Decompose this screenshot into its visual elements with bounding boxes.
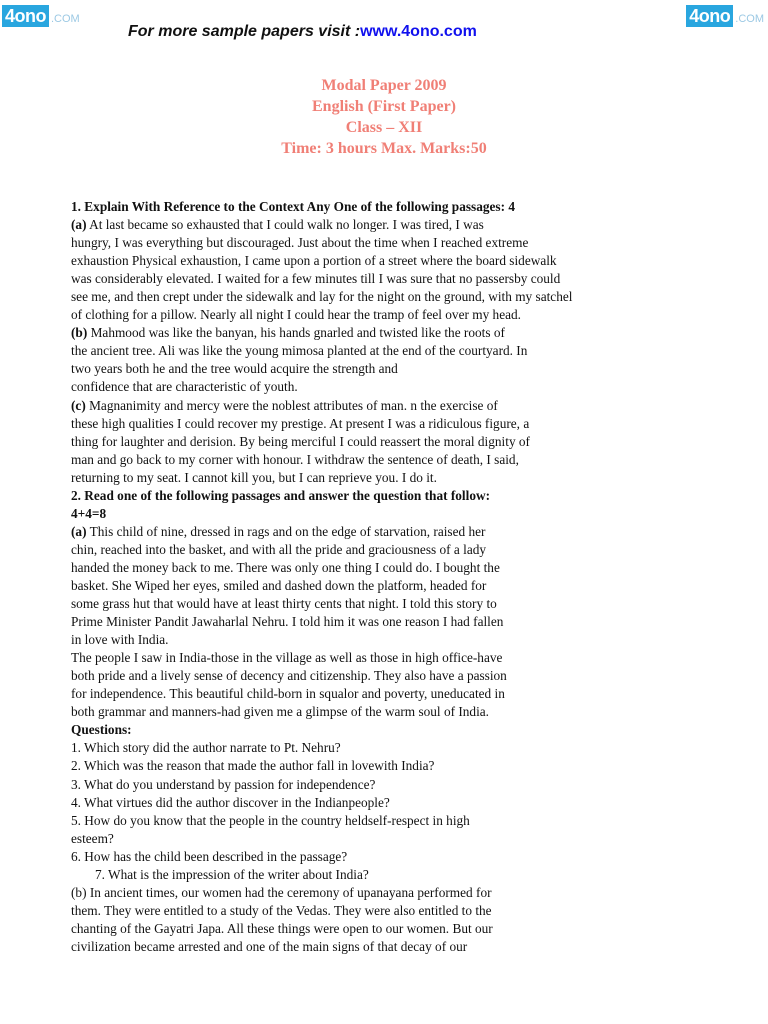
question-item: 7. What is the impression of the writer about India? — [95, 866, 369, 882]
passage-line: civilization became arrested and one of the main signs of that decay of our — [71, 938, 468, 954]
promo-text: For more sample papers visit : — [128, 23, 361, 40]
logo-brand: 4ono — [686, 5, 733, 27]
passage-line: chanting of the Gayatri Japa. All these things were open to our women. But our — [71, 920, 493, 936]
passage-line: for independence. This beautiful child-born in squalor and poverty, uneducated in — [71, 686, 505, 702]
question-item: 5. How do you know that the people in the country heldself-respect in high — [71, 812, 470, 828]
question-item: 3. What do you understand by passion for independence? — [71, 776, 376, 792]
passage-line: chin, reached into the basket, and with all the pride and graciousness of a lady — [71, 541, 487, 557]
passage-line: both grammar and manners-had given me a glimpse of the warm soul of India. — [71, 704, 489, 720]
passage-line: exhaustion Physical exhaustion, I came upon a portion of a street where the board sidewalk — [71, 253, 557, 269]
passage-label: (b) — [71, 325, 88, 341]
question-2-marks: 4+4=8 — [71, 505, 107, 521]
passage-line: basket. She Wiped her eyes, smiled and dashed down the platform, headed for — [71, 577, 487, 593]
paper-subject: English (First Paper) — [312, 98, 456, 115]
question-2-heading: 2. Read one of the following passages and answer the question that follow: — [71, 487, 491, 503]
passage-line: The people I saw in India-those in the village as well as those in high office-have — [71, 650, 503, 666]
passage-line: (b) Mahmood was like the banyan, his hands gnarled and twisted like the roots of — [71, 325, 505, 341]
passage-label: (c) — [71, 397, 86, 413]
passage-line: hungry, I was everything but discouraged. Just about the time when I reached extreme — [71, 235, 529, 251]
passage-line: (c) Magnanimity and mercy were the noblest attributes of man. n the exercise of — [71, 397, 498, 413]
passage-line: both pride and a lively sense of decency and citizenship. They also have a passion — [71, 668, 507, 684]
passage-line: returning to my seat. I cannot kill you, but I can reprieve you. I do it. — [71, 469, 437, 485]
paper-class: Class – XII — [345, 119, 423, 136]
question-item: 1. Which story did the author narrate to Pt. Nehru? — [71, 740, 341, 756]
passage-line: (a) This child of nine, dressed in rags and on the edge of starvation, raised her — [71, 523, 486, 539]
document-body — [71, 198, 601, 956]
site-logo-left[interactable] — [2, 5, 80, 27]
question-item: 4. What virtues did the author discover in the Indianpeople? — [71, 794, 390, 810]
passage-line: them. They were entitled to a study of the Vedas. They were also entitled to the — [71, 902, 492, 918]
passage-line: see me, and then crept under the sidewalk and lay for the night on the ground, with my satchel — [71, 289, 573, 305]
passage-line: man and go back to my corner with honour. I withdraw the sentence of death, I said, — [71, 451, 519, 467]
passage-line: confidence that are characteristic of youth. — [71, 379, 298, 395]
question-item: esteem? — [71, 830, 114, 846]
passage-line: of clothing for a pillow. Nearly all night I could hear the tramp of feel over my head. — [71, 307, 521, 323]
passage-line: was considerably elevated. I waited for a few minutes till I was sure that no passersby could — [71, 271, 561, 287]
passage-line: (a) At last became so exhausted that I could walk no longer. I was tired, I was — [71, 217, 484, 233]
questions-heading: Questions: — [71, 722, 132, 738]
promo-link[interactable]: www.4ono.com — [360, 23, 477, 40]
logo-tld: .COM — [51, 13, 80, 25]
logo-brand: 4ono — [2, 5, 49, 27]
passage-line: two years both he and the tree would acquire the strength and — [71, 361, 398, 377]
paper-title-block — [0, 75, 768, 159]
passage-label: (a) — [71, 523, 87, 539]
logo-tld: .COM — [735, 13, 764, 25]
paper-title: Modal Paper 2009 — [321, 77, 447, 94]
passage-line: some grass hut that would have at least thirty cents that night. I told this story to — [71, 596, 497, 612]
passage-line: the ancient tree. Ali was like the young mimosa planted at the end of the courtyard. In — [71, 343, 528, 359]
passage-line: (b) In ancient times, our women had the ceremony of upanayana performed for — [71, 884, 492, 900]
paper-time-marks: Time: 3 hours Max. Marks:50 — [281, 140, 487, 157]
promo-line — [128, 23, 477, 41]
question-item: 2. Which was the reason that made the author fall in lovewith India? — [71, 758, 435, 774]
passage-label: (a) — [71, 217, 87, 233]
passage-line: these high qualities I could recover my prestige. At present I was a ridiculous figure, a — [71, 415, 530, 431]
site-logo-right[interactable] — [686, 5, 764, 27]
passage-line: in love with India. — [71, 632, 169, 648]
question-1-heading: 1. Explain With Reference to the Context Any One of the following passages: 4 — [71, 199, 515, 214]
passage-line: handed the money back to me. There was only one thing I could do. I bought the — [71, 559, 500, 575]
passage-line: Prime Minister Pandit Jawaharlal Nehru. I told him it was one reason I had fallen — [71, 614, 504, 630]
question-item: 6. How has the child been described in the passage? — [71, 848, 348, 864]
passage-line: thing for laughter and derision. By being merciful I could reassert the moral dignity of — [71, 433, 530, 449]
